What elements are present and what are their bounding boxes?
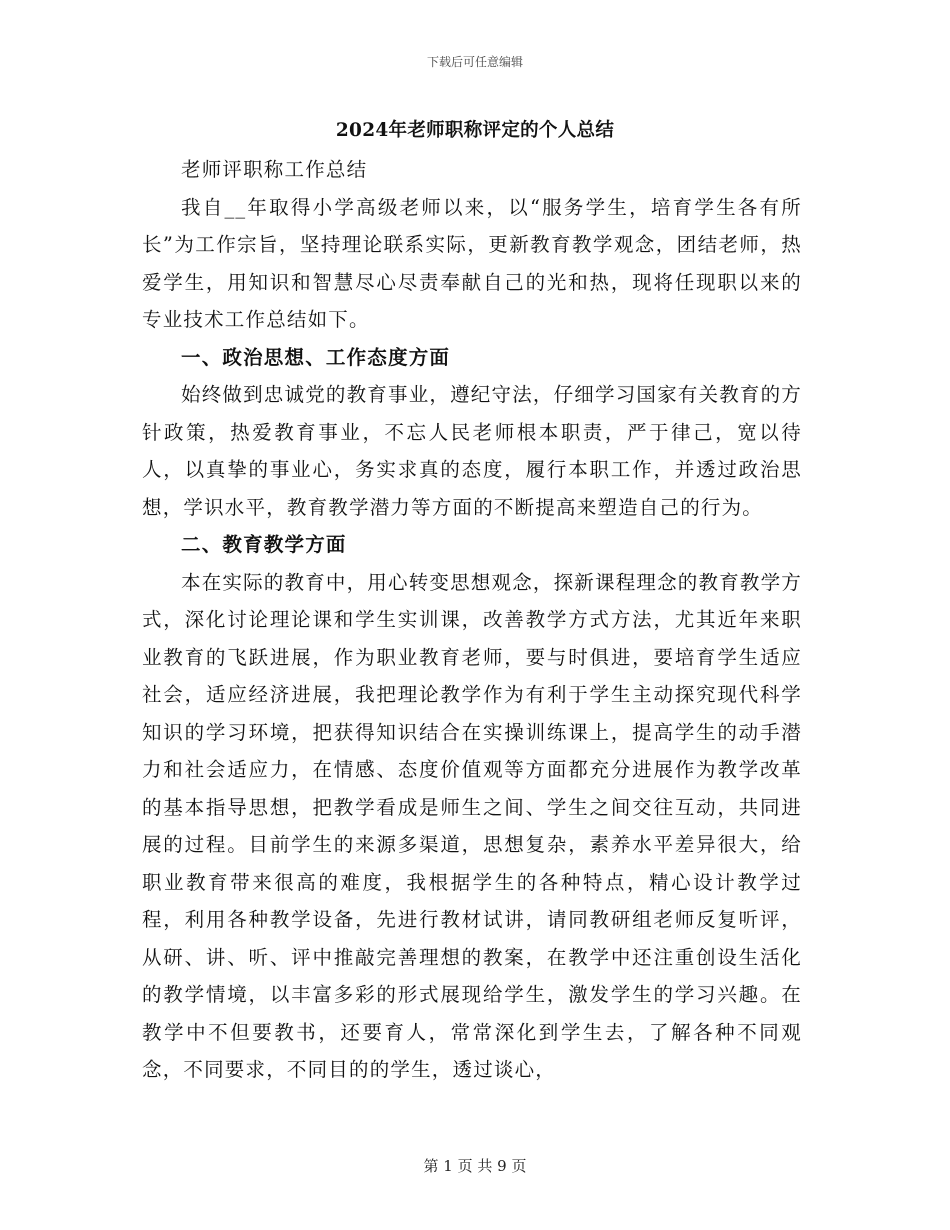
section-heading-teaching: 二、教育教学方面 <box>181 533 347 556</box>
paragraph-subtitle: 老师评职称工作总结 <box>181 158 368 181</box>
paragraph-intro: 我自__年取得小学高级老师以来，以“服务学生，培育学生各有所长”为工作宗旨，坚持理论联系实际，更新教育教学观念，团结老师，热爱学生，用知识和智慧尽心尽责奉献自己的光和热，现将任现职以来的专业技术工作总结如下。 <box>142 195 802 331</box>
paragraph-teaching: 本在实际的教育中，用心转变思想观念，探新课程理念的教育教学方式，深化讨论理论课和学生实训课，改善教学方式方法，尤其近年来职业教育的飞跃进展，作为职业教育老师，要与时俱进，要培育学生适应社会，适应经济进展，我把理论教学作为有利于学生主动探究现代科学知识的学习环境，把获得知识结合在实操训练课上，提高学生的动手潜力和社会适应力，在情感、态度价值观等方面都充分进展作为教学改革的基本指导思想，把教学看成是师生之间、学生之间交往互动，共同进展的过程。目前学生的来源多渠道，思想复杂，素养水平差异很大，给职业教育带来很高的难度，我根据学生的各种特点，精心设计教学过程，利用各种教学设备，先进行教材试讲，请同教研组老师反复听评，从研、讲、听、评中推敲完善理想的教案，在教学中还注重创设生活化的教学情境，以丰富多彩的形式展现给学生，激发学生的学习兴趣。在教学中不但要教书，还要育人，常常深化到学生去，了解各种不同观念，不同要求，不同目的的学生，透过谈心， <box>142 570 803 1081</box>
paragraph-politics: 始终做到忠诚党的教育事业，遵纪守法，仔细学习国家有关教育的方针政策，热爱教育事业，不忘人民老师根本职责，严于律己，宽以待人，以真挚的事业心，务实求真的态度，履行本职工作，并透过政治思想，学识水平，教育教学潜力等方面的不断提高来塑造自己的行为。 <box>142 383 803 519</box>
document-title: 2024年老师职称评定的个人总结 <box>335 120 615 141</box>
page-header-note: 下载后可任意编辑 <box>426 55 523 69</box>
section-heading-politics: 一、政治思想、工作态度方面 <box>181 345 451 369</box>
page-number: 第 1 页 共 9 页 <box>423 1157 527 1175</box>
document-body <box>142 151 802 1089</box>
